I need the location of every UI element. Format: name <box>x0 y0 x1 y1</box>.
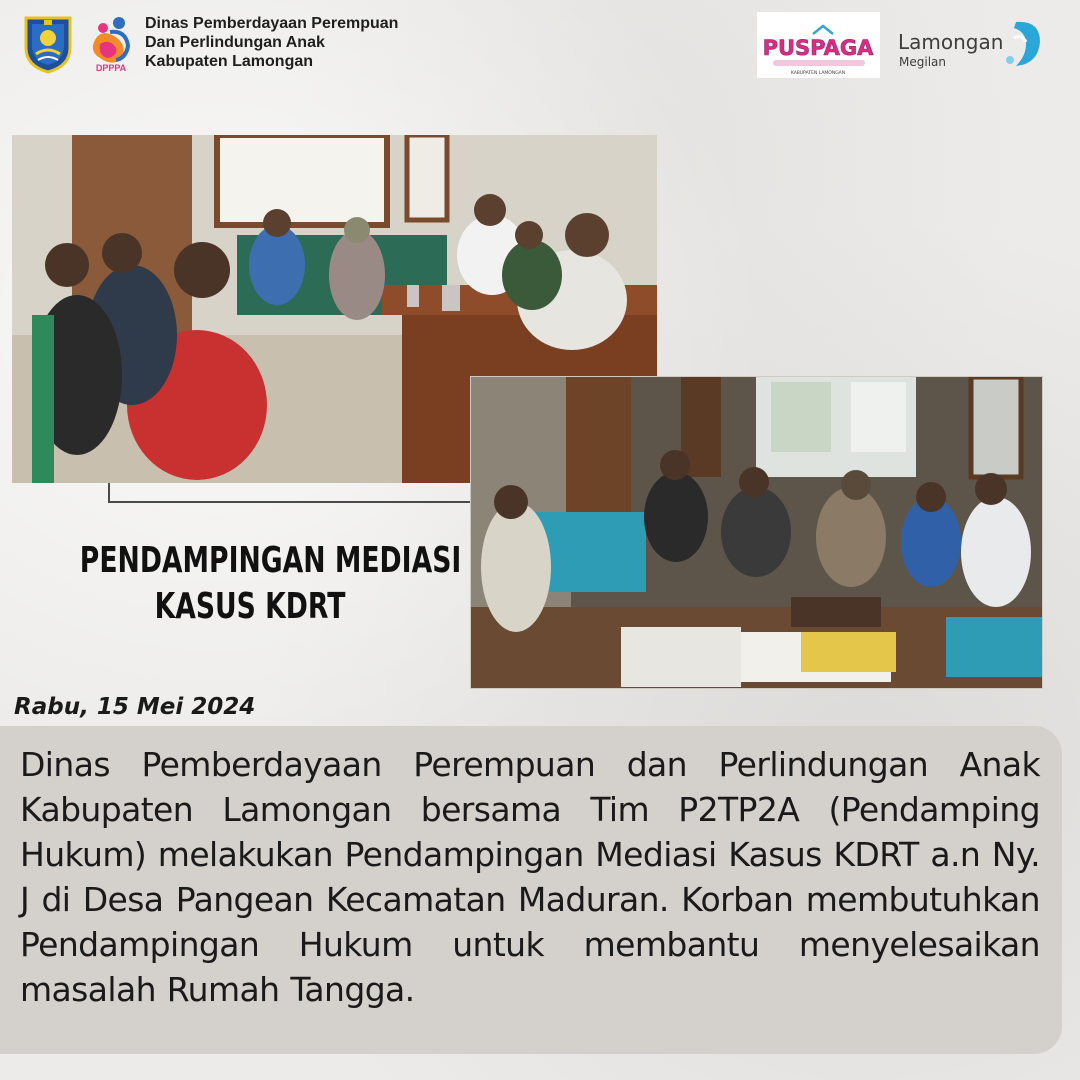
puspaga-logo-text: PUSPAGA <box>762 36 874 60</box>
agency-line-2: Dan Perlindungan Anak <box>145 34 325 51</box>
megilan-logo-text: Megilan <box>899 55 946 69</box>
mediation-photo-2 <box>471 377 1042 688</box>
page-title-line-1: PENDAMPINGAN MEDIASI <box>79 540 462 581</box>
puspaga-logo-subtext: KABUPATEN LAMONGAN <box>790 71 846 76</box>
dpppa-logo-icon <box>86 14 136 76</box>
agency-line-3: Kabupaten Lamongan <box>145 53 314 70</box>
page-title <box>79 538 462 630</box>
page-title-line-2: KASUS KDRT <box>154 586 346 627</box>
lamongan-megilan-logo-icon <box>898 16 1043 72</box>
agency-line-1: Dinas Pemberdayaan Perempuan <box>145 15 399 32</box>
agency-name <box>145 14 398 71</box>
event-date: Rabu, 15 Mei 2024 <box>14 694 256 720</box>
dpppa-logo-text: DPPPA <box>95 63 127 73</box>
body-text: Dinas Pemberdayaan Perempuan dan Perlindungan Anak Kabupaten Lamongan bersama Tim P2TP2A (Pendamping Hukum) melakukan Pendampingan Mediasi Kasus KDRT a.n Ny. J di Desa Pangean Kecamatan Maduran. Korban membutuhkan Pendampingan Hukum untuk membantu menyelesaikan masalah Rumah Tangga. <box>20 745 1040 1009</box>
lamongan-logo-text: Lamongan <box>898 30 1004 54</box>
lamongan-regency-emblem-icon <box>22 14 74 74</box>
puspaga-logo-icon <box>757 12 880 78</box>
